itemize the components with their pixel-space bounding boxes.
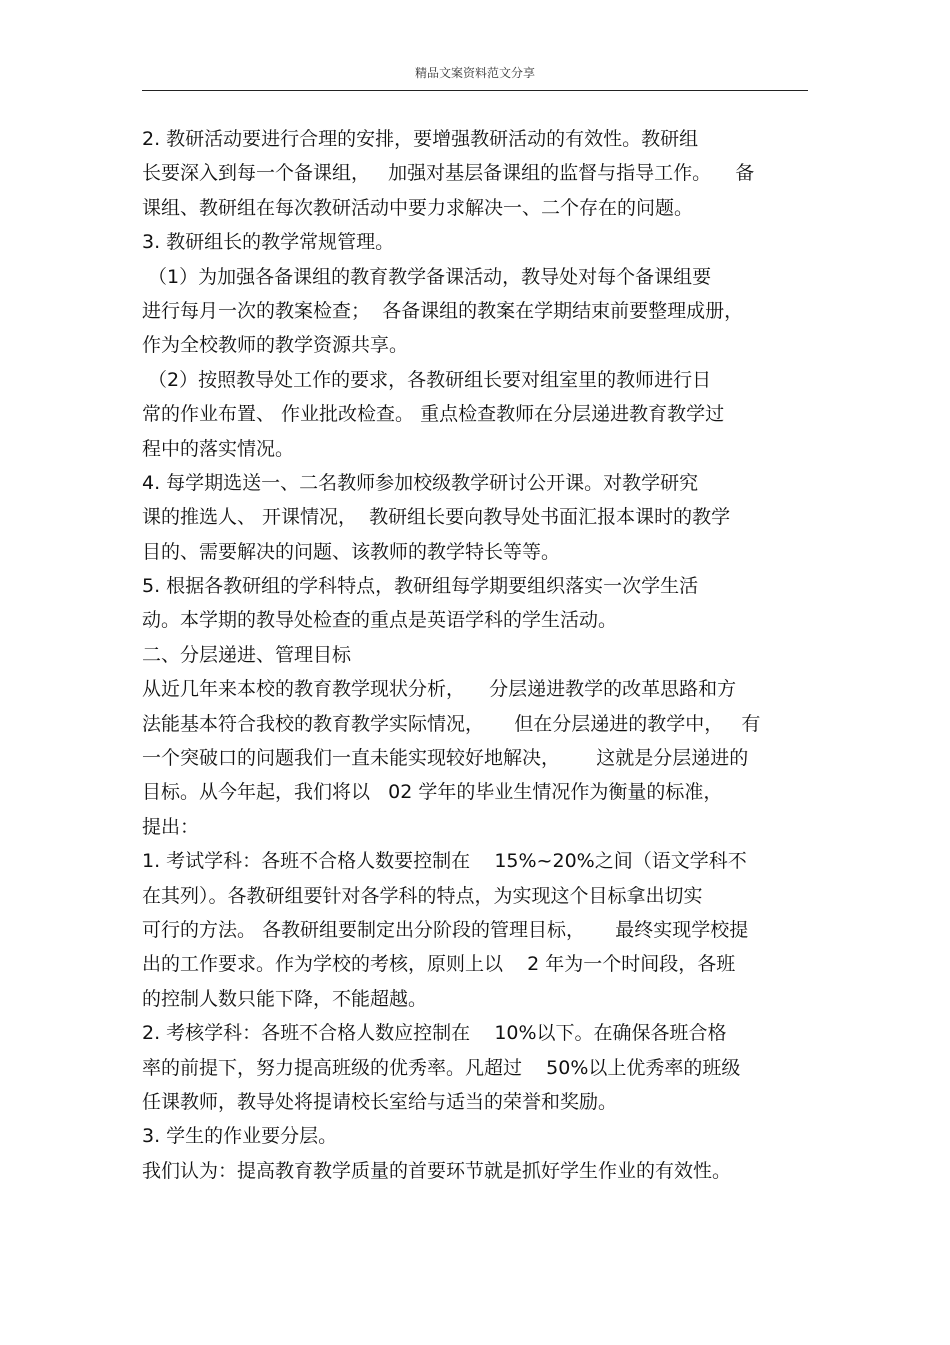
text-line: 目标。从今年起，我们将以 02 学年的毕业生情况作为衡量的标准， (142, 781, 723, 804)
text-line: 课组、教研组在每次教研活动中要力求解决一、二个存在的问题。 (142, 196, 694, 219)
text-line: （1）为加强各备课组的教育教学备课活动，教导处对每个备课组要 (148, 265, 712, 288)
text-line: （2）按照教导处工作的要求，各教研组长要对组室里的教师进行日 (148, 368, 712, 391)
text-line: 作为全校教师的教学资源共享。 (142, 334, 409, 357)
text-line: 法能基本符合我校的教育教学实际情况， 但在分层递进的教学中， 有 (142, 712, 761, 735)
text-line: 动。本学期的教导处检查的重点是英语学科的学生活动。 (142, 609, 618, 632)
text-line: 率的前提下，努力提高班级的优秀率。凡超过 50%以上优秀率的班级 (142, 1056, 741, 1079)
page-header: 精品文案资料范文分享 (414, 66, 535, 80)
text-line: 出的工作要求。作为学校的考核，原则上以 2 年为一个时间段，各班 (142, 953, 736, 976)
text-line: 的控制人数只能下降，不能超越。 (142, 987, 428, 1010)
section-heading: 二、分层递进、管理目标 (142, 643, 352, 666)
text-line: 2. 教研活动要进行合理的安排，要增强教研活动的有效性。教研组 (142, 128, 699, 150)
text-line: 5. 根据各教研组的学科特点，教研组每学期要组织落实一次学生活 (142, 575, 699, 598)
text-line: 3. 教研组长的教学常规管理。 (142, 231, 395, 254)
text-line: 任课教师，教导处将提请校长室给与适当的荣誉和奖励。 (142, 1090, 618, 1113)
text-line: 目的、需要解决的问题、该教师的教学特长等等。 (142, 540, 561, 563)
text-line: 提出： (142, 815, 200, 838)
text-line: 一个突破口的问题我们一直未能实现较好地解决， 这就是分层递进的 (142, 747, 749, 770)
text-line: 2. 考核学科：各班不合格人数应控制在 10%以下。在确保各班合格 (142, 1022, 727, 1045)
text-line: 在其列）。各教研组要针对各学科的特点，为实现这个目标拿出切实 (142, 884, 703, 907)
text-line: 可行的方法。 各教研组要制定出分阶段的管理目标， 最终实现学校提 (142, 918, 749, 941)
document-body (142, 122, 812, 1188)
text-line: 课的推选人、 开课情况， 教研组长要向教导处书面汇报本课时的教学 (142, 506, 731, 529)
text-line: 1. 考试学科：各班不合格人数要控制在 15%~20%之间（语文学科不 (142, 850, 747, 873)
text-line: 程中的落实情况。 (142, 437, 295, 460)
header-divider (142, 90, 808, 91)
text-line: 我们认为：提高教育教学质量的首要环节就是抓好学生作业的有效性。 (142, 1159, 732, 1182)
text-line: 长要深入到每一个备课组， 加强对基层备课组的监督与指导工作。 备 (142, 162, 755, 185)
text-line: 从近几年来本校的教育教学现状分析， 分层递进教学的改革思路和方 (142, 678, 737, 701)
text-line: 常的作业布置、 作业批改检查。 重点检查教师在分层递进教育教学过 (142, 403, 725, 426)
text-line: 3. 学生的作业要分层。 (142, 1125, 338, 1148)
text-line: 4. 每学期选送一、二名教师参加校级教学研讨公开课。对教学研究 (142, 471, 699, 494)
text-line: 进行每月一次的教案检查； 各备课组的教案在学期结束前要整理成册， (142, 299, 744, 322)
